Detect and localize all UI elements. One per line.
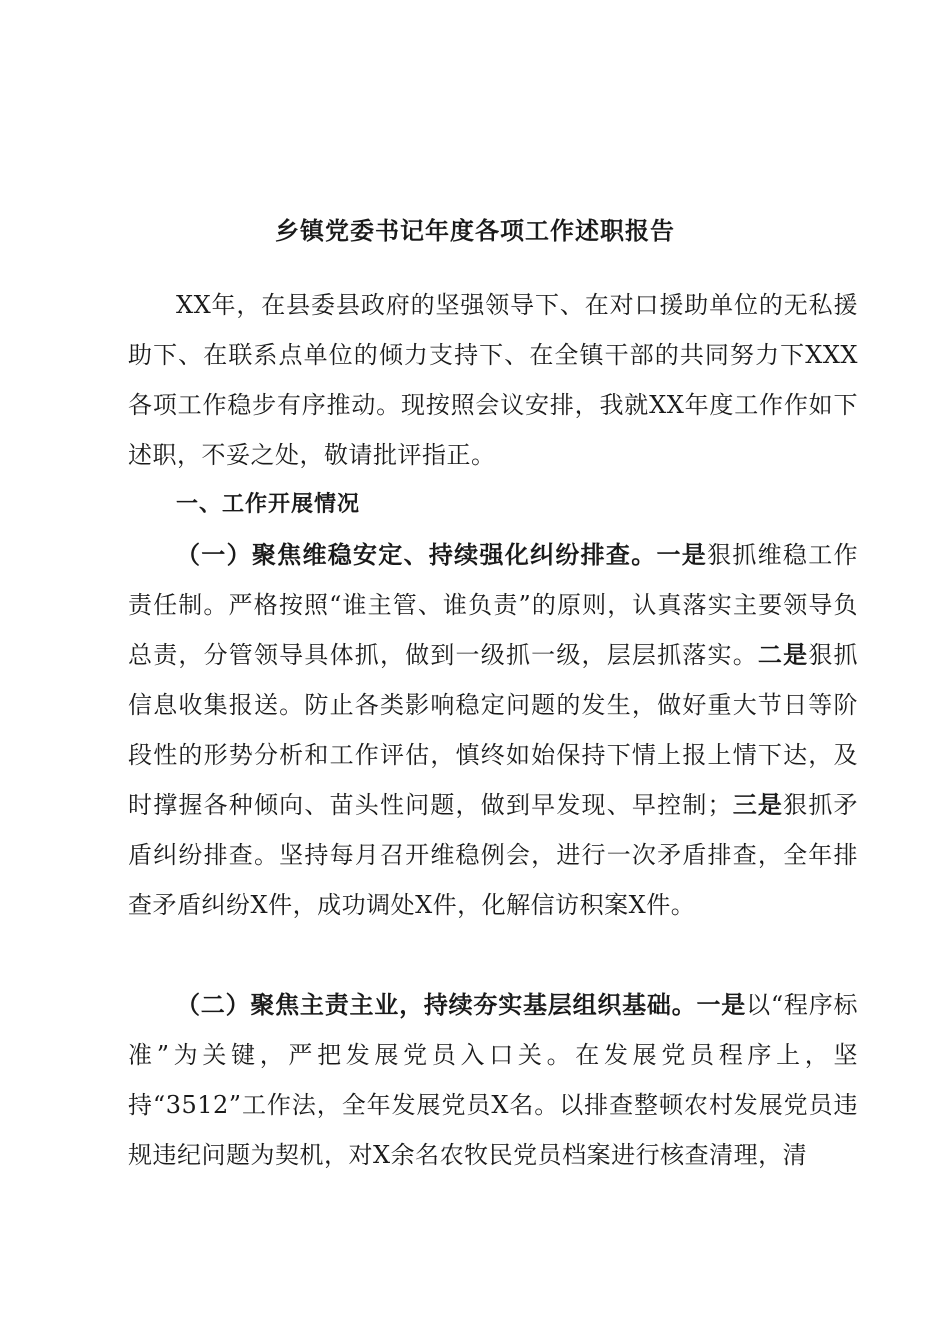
subsection-2-paragraph [128,980,858,1180]
subsection-1-lead-2: 二是 [757,641,809,669]
subsection-1-lead-1: 一是 [656,541,708,569]
subsection-1-text-3: 狠抓矛盾纠纷排查。坚持每月召开维稳例会，进行一次矛盾排查，全年排查矛盾纠纷X件，成功调处X件，化解信访积案X件。 [128,791,859,919]
subsection-1-lead-3: 三是 [732,791,784,819]
subsection-1-text-2: 狠抓信息收集报送。防止各类影响稳定问题的发生，做好重大节日等阶段性的形势分析和工作评估，慎终如始保持下情上报上情下达，及时撑握各种倾向、苗头性问题，做到早发现、早控制； [128,641,859,819]
subsection-2-heading: （二）聚焦主责主业，持续夯实基层组织基础。 [176,991,697,1019]
document-title: 乡镇党委书记年度各项工作述职报告 [275,217,675,245]
subsection-2-lead-1: 一是 [696,991,747,1019]
section-heading: 一、工作开展情况 [176,492,361,517]
intro-paragraph: XX年，在县委县政府的坚强领导下、在对口援助单位的无私援助下、在联系点单位的倾力支持下、在全镇干部的共同努力下XXX各项工作稳步有序推动。现按照会议安排，我就XX年度工作作如下述职，不妥之处，敬请批评指正。 [128,291,858,469]
subsection-1-heading: （一）聚焦维稳安定、持续强化纠纷排查。 [176,541,657,569]
subsection-1-paragraph [128,530,858,930]
subsection-2-text-1: 以“程序标准”为关键，严把发展党员入口关。在发展党员程序上，坚持“3512”工作法，全年发展党员X名。以排查整顿农村发展党员违规违纪问题为契机，对X余名农牧民党员档案进行核查清理，清 [128,991,859,1169]
subsection-1-text-1: 狠抓维稳工作责任制。严格按照“谁主管、谁负责”的原则，认真落实主要领导负总责，分管领导具体抓，做到一级抓一级，层层抓落实。 [128,541,859,669]
